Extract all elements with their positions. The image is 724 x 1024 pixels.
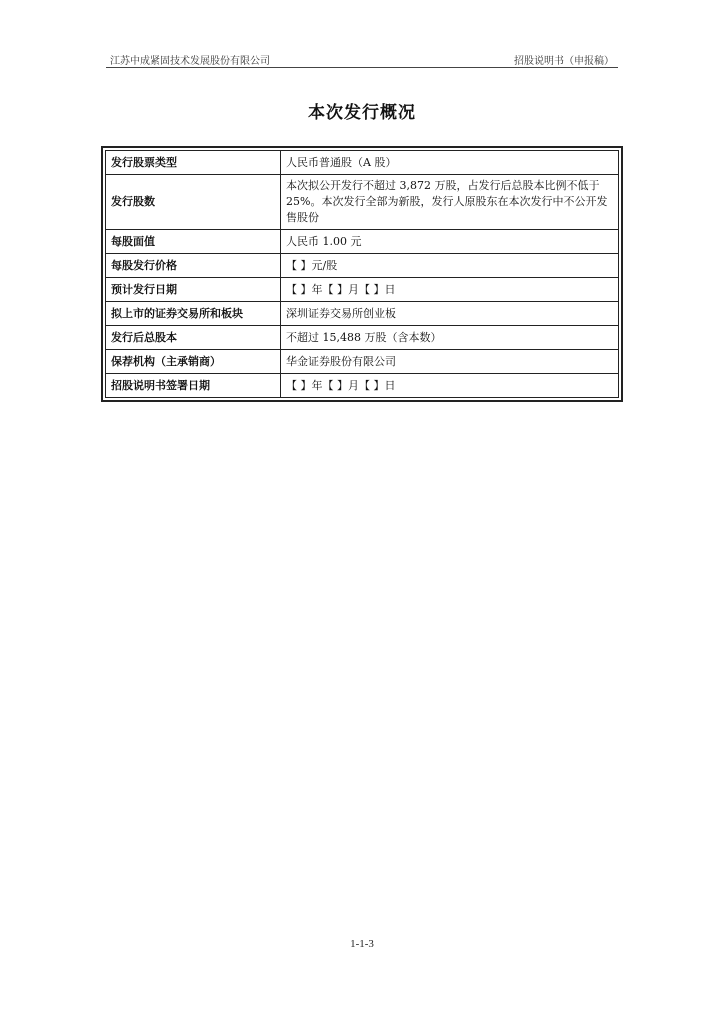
table-row	[106, 326, 619, 350]
row-value: 华金证券股份有限公司	[281, 350, 619, 374]
table-row	[106, 350, 619, 374]
table-row	[106, 151, 619, 175]
row-value: 不超过 15,488 万股（含本数）	[281, 326, 619, 350]
row-label: 预计发行日期	[106, 278, 281, 302]
offering-overview-table	[101, 146, 623, 402]
row-value: 本次拟公开发行不超过 3,872 万股，占发行后总股本比例不低于 25%。本次发行全部为新股，发行人原股东在本次发行中不公开发售股份	[281, 175, 619, 230]
table-row	[106, 278, 619, 302]
row-value: 人民币 1.00 元	[281, 230, 619, 254]
table-row	[106, 374, 619, 398]
company-name: 江苏中成紧固技术发展股份有限公司	[110, 56, 270, 67]
row-label: 保荐机构（主承销商）	[106, 350, 281, 374]
row-value: 【 】年【 】月【 】日	[281, 278, 619, 302]
page-header	[106, 52, 618, 66]
page-title: 本次发行概况	[308, 103, 416, 123]
row-label: 发行后总股本	[106, 326, 281, 350]
table-row	[106, 254, 619, 278]
table-row	[106, 175, 619, 230]
document-type: 招股说明书（申报稿）	[514, 56, 614, 67]
row-label: 发行股数	[106, 175, 281, 230]
table-row	[106, 230, 619, 254]
row-value: 深圳证券交易所创业板	[281, 302, 619, 326]
row-label: 拟上市的证券交易所和板块	[106, 302, 281, 326]
table-row	[106, 302, 619, 326]
row-label: 每股发行价格	[106, 254, 281, 278]
page-number: 1-1-3	[350, 938, 374, 950]
row-label: 招股说明书签署日期	[106, 374, 281, 398]
row-label: 每股面值	[106, 230, 281, 254]
row-value: 人民币普通股（A 股）	[281, 151, 619, 175]
row-value: 【 】元/股	[281, 254, 619, 278]
row-value: 【 】年【 】月【 】日	[281, 374, 619, 398]
header-divider	[106, 67, 618, 68]
row-label: 发行股票类型	[106, 151, 281, 175]
